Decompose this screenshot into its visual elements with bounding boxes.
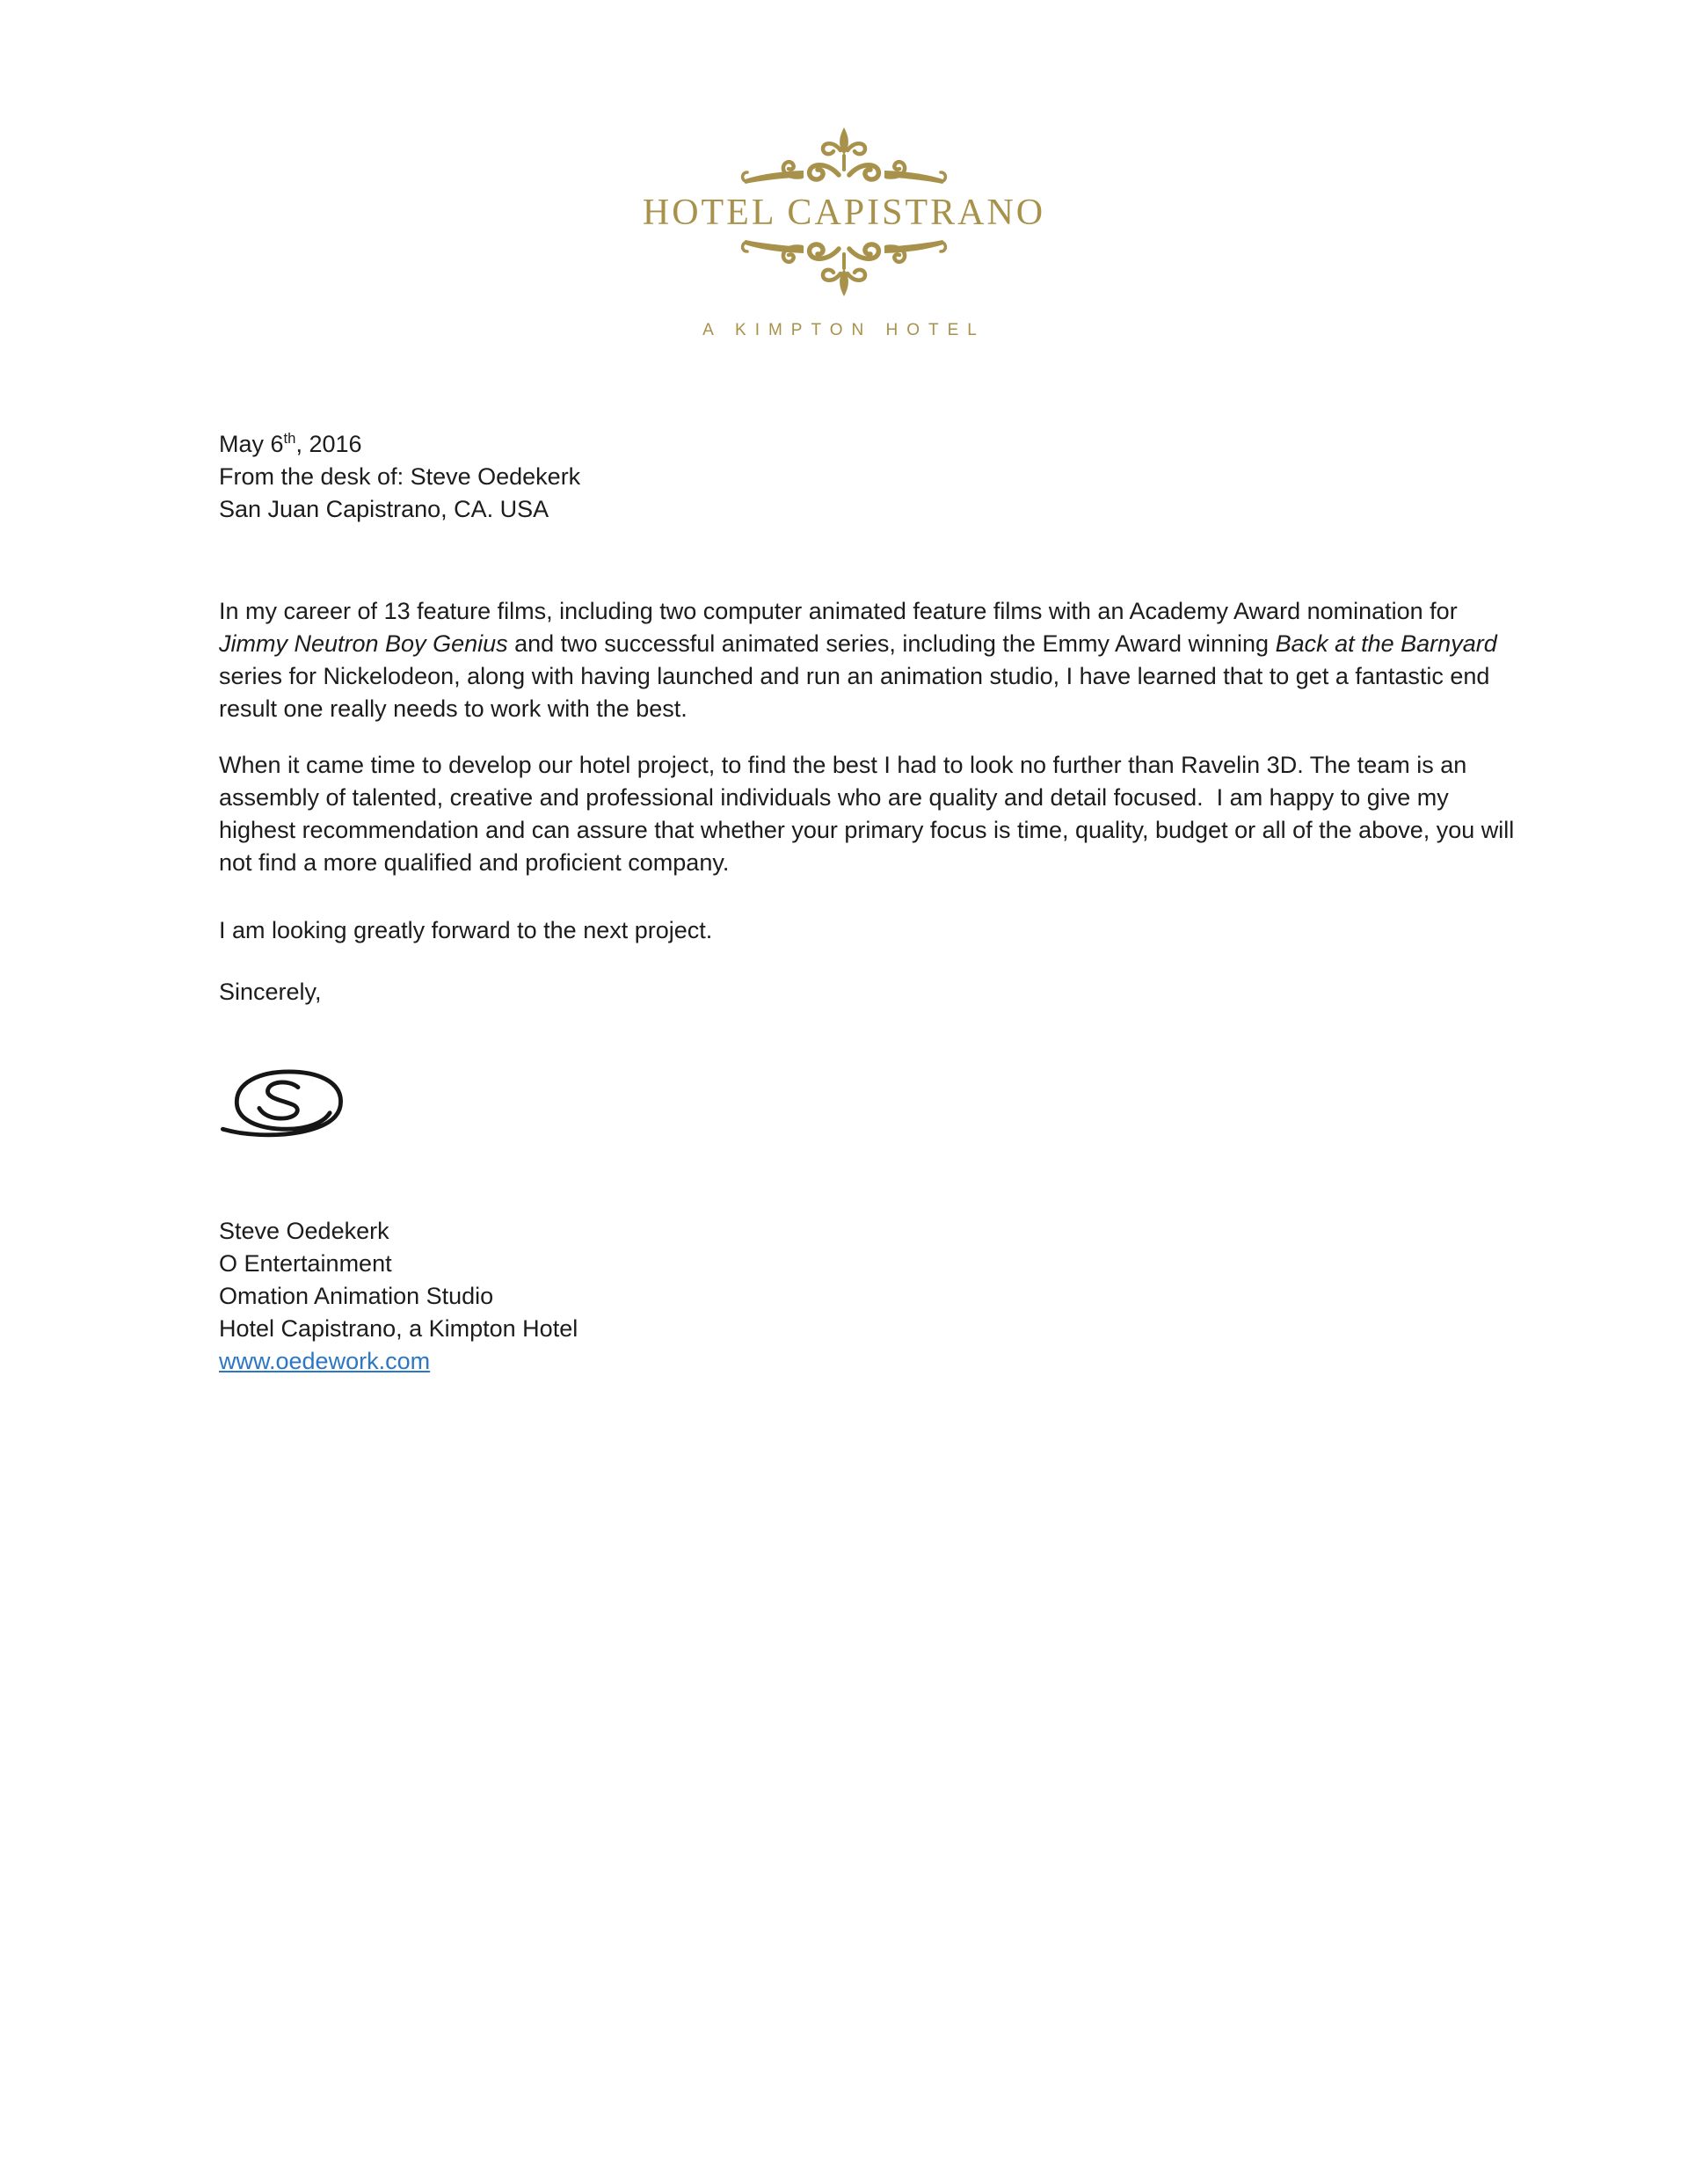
signature-area [219,1064,1520,1145]
series-title-barnyard: Back at the Barnyard [1275,630,1497,657]
date-ordinal: th [283,430,296,447]
location-line: San Juan Capistrano, CA. USA [219,496,549,522]
scroll-flourish-bottom-icon [740,237,948,298]
date-line [219,428,1520,461]
signer-name: Steve Oedekerk [219,1218,389,1244]
s-monogram-signature-icon [219,1064,351,1145]
text-run: In my career of 13 feature films, including two computer animated feature films with an Academy Award nomination for [219,598,1465,624]
paragraph-recommendation: When it came time to develop our hotel project, to find the best I had to look no further than Ravelin 3D. The team is an assembly of talented, creative and professional individuals who are quality and detail focused. I am happy to give my highest recommendation and can assure that whether your primary focus is time, quality, budget or all of the above, you will not find a more qualified and proficient company. [219,752,1521,876]
closing-salutation: Sincerely, [219,979,322,1005]
from-line: From the desk of: Steve Oedekerk [219,463,581,490]
date-block [219,428,1520,526]
letterhead [0,0,1688,340]
company-hotel-capistrano: Hotel Capistrano, a Kimpton Hotel [219,1315,578,1342]
film-title-jimmy-neutron: Jimmy Neutron Boy Genius [219,630,508,657]
kimpton-tagline: A KIMPTON HOTEL [702,321,986,339]
date-prefix: May 6 [219,431,284,457]
hotel-name: HOTEL CAPISTRANO [642,193,1046,233]
website-link[interactable]: www.oedework.com [219,1348,431,1374]
letter-body [219,428,1520,1378]
scroll-flourish-top-icon [740,126,948,187]
paragraph-career [219,595,1520,725]
text-run: series for Nickelodeon, along with having launched and run an animation studio, I have learned that to get a fantastic end result one really needs to work with the best. [219,630,1504,722]
text-run: and two successful animated series, including the Emmy Award winning [507,630,1276,657]
website-line [219,1345,1520,1378]
signature-block [219,1215,1520,1378]
company-omation: Omation Animation Studio [219,1283,494,1309]
company-o-entertainment: O Entertainment [219,1250,392,1277]
paragraph-looking-forward: I am looking greatly forward to the next project. [219,917,713,943]
date-suffix: , 2016 [295,431,362,457]
